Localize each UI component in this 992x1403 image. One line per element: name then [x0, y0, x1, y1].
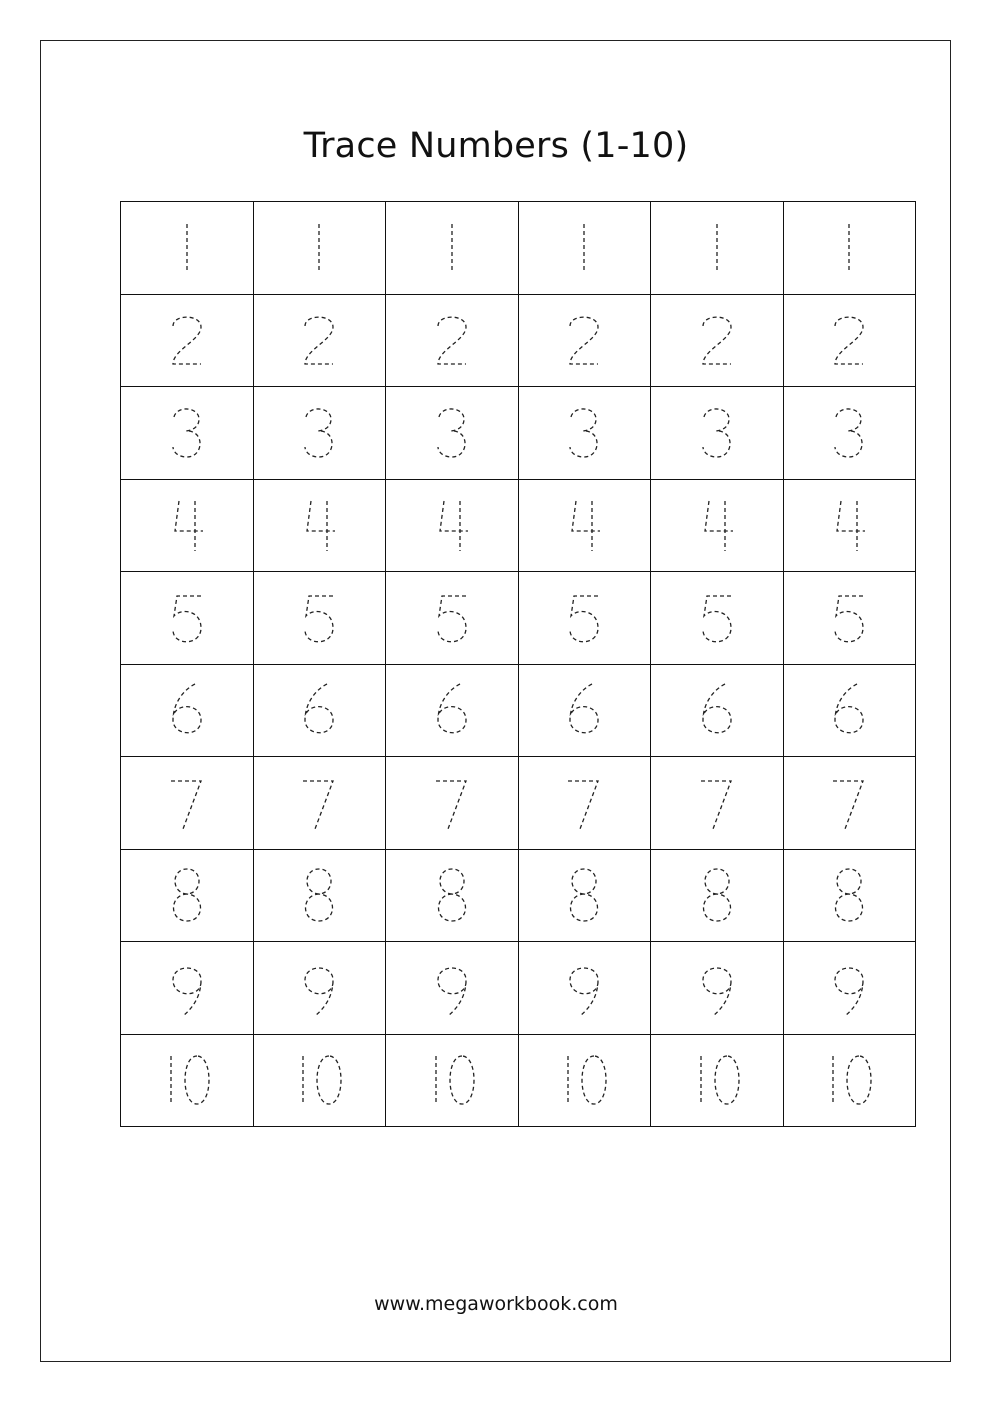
trace-cell-9: [784, 942, 917, 1035]
dashed-digit-1-icon: [422, 218, 482, 278]
trace-cell-8: [519, 850, 652, 943]
dashed-digit-2-icon: [554, 310, 614, 370]
dashed-digit-6-icon: [687, 680, 747, 740]
dashed-digit-5-icon: [687, 588, 747, 648]
dashed-digit-3-icon: [289, 403, 349, 463]
dashed-digit-6-icon: [157, 680, 217, 740]
trace-cell-1: [651, 202, 784, 295]
dashed-digit-9-icon: [554, 958, 614, 1018]
trace-cell-1: [386, 202, 519, 295]
trace-cell-4: [651, 480, 784, 573]
dashed-digit-9-icon: [819, 958, 879, 1018]
trace-cell-9: [519, 942, 652, 1035]
trace-cell-9: [651, 942, 784, 1035]
trace-cell-3: [651, 387, 784, 480]
trace-cell-2: [254, 295, 387, 388]
dashed-digit-10-icon: [289, 1050, 349, 1110]
dashed-digit-2-icon: [422, 310, 482, 370]
dashed-digit-9-icon: [289, 958, 349, 1018]
dashed-digit-5-icon: [157, 588, 217, 648]
dashed-digit-8-icon: [554, 865, 614, 925]
trace-cell-1: [121, 202, 254, 295]
trace-cell-9: [121, 942, 254, 1035]
trace-cell-8: [254, 850, 387, 943]
trace-cell-6: [386, 665, 519, 758]
trace-cell-2: [784, 295, 917, 388]
trace-cell-10: [386, 1035, 519, 1128]
trace-cell-3: [121, 387, 254, 480]
trace-cell-7: [121, 757, 254, 850]
trace-cell-4: [519, 480, 652, 573]
dashed-digit-9-icon: [687, 958, 747, 1018]
trace-cell-3: [784, 387, 917, 480]
trace-cell-4: [784, 480, 917, 573]
trace-cell-4: [121, 480, 254, 573]
trace-cell-2: [651, 295, 784, 388]
trace-cell-10: [121, 1035, 254, 1128]
dashed-digit-7-icon: [157, 773, 217, 833]
dashed-digit-8-icon: [289, 865, 349, 925]
dashed-digit-3-icon: [687, 403, 747, 463]
trace-cell-5: [519, 572, 652, 665]
dashed-digit-1-icon: [157, 218, 217, 278]
dashed-digit-6-icon: [289, 680, 349, 740]
dashed-digit-10-icon: [422, 1050, 482, 1110]
trace-cell-7: [519, 757, 652, 850]
trace-cell-5: [386, 572, 519, 665]
trace-cell-7: [784, 757, 917, 850]
dashed-digit-1-icon: [687, 218, 747, 278]
dashed-digit-4-icon: [289, 495, 349, 555]
trace-cell-8: [651, 850, 784, 943]
trace-cell-4: [254, 480, 387, 573]
trace-cell-9: [254, 942, 387, 1035]
trace-cell-5: [121, 572, 254, 665]
dashed-digit-4-icon: [819, 495, 879, 555]
worksheet-title: Trace Numbers (1-10): [303, 126, 689, 166]
dashed-digit-2-icon: [289, 310, 349, 370]
trace-cell-7: [386, 757, 519, 850]
dashed-digit-2-icon: [687, 310, 747, 370]
dashed-digit-6-icon: [422, 680, 482, 740]
trace-cell-4: [386, 480, 519, 573]
trace-cell-10: [651, 1035, 784, 1128]
dashed-digit-4-icon: [157, 495, 217, 555]
dashed-digit-4-icon: [687, 495, 747, 555]
trace-cell-5: [651, 572, 784, 665]
dashed-digit-7-icon: [819, 773, 879, 833]
dashed-digit-8-icon: [422, 865, 482, 925]
trace-cell-10: [254, 1035, 387, 1128]
dashed-digit-3-icon: [157, 403, 217, 463]
trace-cell-6: [651, 665, 784, 758]
dashed-digit-3-icon: [422, 403, 482, 463]
dashed-digit-8-icon: [157, 865, 217, 925]
dashed-digit-5-icon: [289, 588, 349, 648]
trace-cell-6: [254, 665, 387, 758]
dashed-digit-7-icon: [687, 773, 747, 833]
trace-cell-3: [386, 387, 519, 480]
dashed-digit-1-icon: [819, 218, 879, 278]
trace-cell-1: [519, 202, 652, 295]
dashed-digit-7-icon: [422, 773, 482, 833]
trace-cell-3: [254, 387, 387, 480]
dashed-digit-6-icon: [554, 680, 614, 740]
trace-cell-8: [386, 850, 519, 943]
dashed-digit-1-icon: [554, 218, 614, 278]
dashed-digit-4-icon: [554, 495, 614, 555]
dashed-digit-8-icon: [687, 865, 747, 925]
trace-cell-8: [784, 850, 917, 943]
footer-website: www.megaworkbook.com: [374, 1293, 618, 1315]
trace-cell-2: [121, 295, 254, 388]
dashed-digit-10-icon: [157, 1050, 217, 1110]
dashed-digit-5-icon: [554, 588, 614, 648]
dashed-digit-1-icon: [289, 218, 349, 278]
dashed-digit-7-icon: [554, 773, 614, 833]
trace-cell-9: [386, 942, 519, 1035]
dashed-digit-4-icon: [422, 495, 482, 555]
dashed-digit-5-icon: [422, 588, 482, 648]
dashed-digit-3-icon: [819, 403, 879, 463]
dashed-digit-2-icon: [157, 310, 217, 370]
dashed-digit-10-icon: [687, 1050, 747, 1110]
trace-cell-10: [519, 1035, 652, 1128]
dashed-digit-3-icon: [554, 403, 614, 463]
dashed-digit-10-icon: [554, 1050, 614, 1110]
trace-cell-10: [784, 1035, 917, 1128]
trace-cell-3: [519, 387, 652, 480]
trace-cell-7: [651, 757, 784, 850]
trace-cell-1: [784, 202, 917, 295]
trace-cell-2: [386, 295, 519, 388]
trace-cell-2: [519, 295, 652, 388]
trace-cell-6: [784, 665, 917, 758]
dashed-digit-2-icon: [819, 310, 879, 370]
tracing-grid: [120, 201, 916, 1127]
trace-cell-7: [254, 757, 387, 850]
trace-cell-6: [121, 665, 254, 758]
dashed-digit-9-icon: [157, 958, 217, 1018]
trace-cell-5: [254, 572, 387, 665]
trace-cell-1: [254, 202, 387, 295]
dashed-digit-5-icon: [819, 588, 879, 648]
dashed-digit-7-icon: [289, 773, 349, 833]
trace-cell-8: [121, 850, 254, 943]
trace-cell-5: [784, 572, 917, 665]
dashed-digit-6-icon: [819, 680, 879, 740]
dashed-digit-10-icon: [819, 1050, 879, 1110]
dashed-digit-8-icon: [819, 865, 879, 925]
dashed-digit-9-icon: [422, 958, 482, 1018]
trace-cell-6: [519, 665, 652, 758]
